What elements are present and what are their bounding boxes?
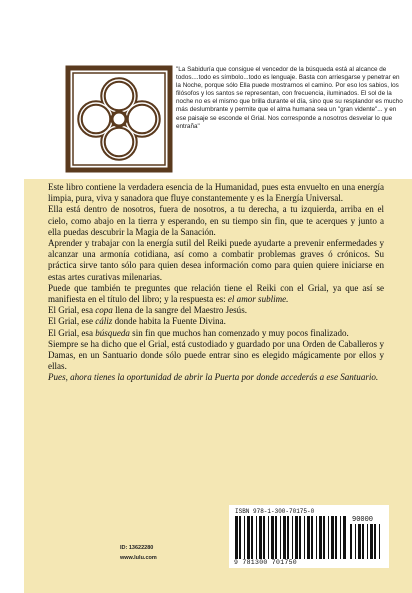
barcode-bar [268,516,269,559]
barcode-bar [275,516,277,559]
barcode-bar [331,516,334,559]
paragraph-text: llena de la sangre del Maestro Jesús. [112,305,247,316]
description-paragraph [48,283,384,305]
barcode-digits: 9 781300 701750 [234,559,298,566]
barcode-bar [295,516,298,559]
barcode-bar [323,516,325,559]
description-paragraph: Aprender y trabajar con la energía sutil del Reiki puede ayudarte a prevenir enfermedades y alcanzar una armonía cotidiana, así como a combatir problemas graves ó crónicos. Su práctica sirve tanto sólo para quien desea información como para quien quiere iniciarse en estas artes curativas milenarias. [48,238,384,282]
paragraph-text: El Grial, esa [48,305,96,316]
paragraph-text: El Grial, esa [48,327,96,338]
isbn-label: ISBN 978-1-300-70175-0 [235,508,315,515]
grail-quote: "La Sabiduría que consigue el vencedor de la búsqueda está al alcance de todos....todo es símbolo...todo es lenguaje. Basta con arriesgarse y penetrar en la Noche, porque sólo Ella puede mostrarnos el camino. Por eso los sabios, los filósofos y los santos se representan, con frecuencia, iluminados. El sol de la noche no es el mismo que brilla durante el día, sino que su resplandor es mucho más deslumbrante y permite que el alma humana sea un "gran vidente"... y en ese paisaje se esconde el Grial. Nos corresponde a nosotros desvelar lo que entraña" [176,66,403,130]
barcode-bar [271,516,274,559]
knot-emblem-icon [65,65,173,173]
emphasis-text: cáliz [95,316,113,327]
barcode-bar [311,516,313,559]
paragraph-text: donde habita la Fuente Divina. [112,316,226,327]
description-paragraph: Este libro contiene la verdadera esencia de la Humanidad, pues esta envuelto en una energía limpia, pura, viva y sanadora que fluye constantemente y es la Energía Universal. [48,182,384,204]
emphasis-text: el amor sublime. [227,294,289,305]
barcode-bar [358,524,361,559]
barcode-bar [256,516,257,559]
description-paragraph [48,328,384,339]
barcode-bar [343,516,346,559]
barcode-bar [374,524,376,559]
barcode-bar [283,516,286,559]
barcode-bar [287,516,289,559]
emphasis-text: búsqueda [95,327,130,338]
description-paragraph [48,316,384,327]
barcode-bar [340,516,341,559]
barcode-bar [362,524,364,559]
barcode-bar [328,516,329,559]
paragraph-text: El Grial, ese [48,316,96,327]
barcode-bar [355,524,356,559]
description-paragraph: Siempre se ha dicho que el Grial, está custodiado y guardado por una Orden de Caballeros y Damas, en un Santuario donde sólo puede entrar sino es elegido mágicamente por ellos y ellas. [48,338,384,372]
paragraph-text: Puede que también te preguntes que relación tiene el Reiki con el Grial, ya que así se manifiesta en el título del libro; y la respuesta es: [48,282,384,305]
barcode-bar [280,516,281,559]
book-description [48,182,384,384]
barcode-bar [307,516,310,559]
barcode-bar [379,524,380,559]
description-paragraph: Ella está dentro de nosotros, fuera de nosotros, a tu derecha, a tu izquierda, arriba en el cielo, como abajo en la tierra y esperando, en su tiempo sin fin, que te acerques y junto a ella puedas descubrir la Magia de la Sanación. [48,204,384,237]
barcode-bar [316,516,317,559]
barcode-bar [319,516,322,559]
description-paragraph [48,372,384,383]
barcode-bar [304,516,305,559]
barcode-bar [370,524,373,559]
publisher-website: www.lulu.com [120,555,157,561]
description-paragraph [48,305,384,316]
barcode-bar [247,516,250,559]
barcode-bar [244,516,245,559]
isbn-barcode [229,505,389,568]
barcode-bar [263,516,265,559]
barcode-bar [251,516,253,559]
barcode-bars [235,516,347,559]
barcode-bar [259,516,262,559]
barcode-addon-bars [350,524,384,559]
barcode-bar [299,516,301,559]
barcode-bar [292,516,293,559]
emphasis-text: Pues, ahora tienes la oportunidad de abrir la Puerta por donde accederás a ese Santuario. [48,372,379,383]
barcode-bar [239,516,241,559]
publisher-id: ID: 13622280 [120,545,154,551]
barcode-bar [350,524,352,559]
barcode-bar [235,516,238,559]
paragraph-text: sin fin que muchos han comenzado y muy pocos finalizado. [129,327,349,338]
barcode-bar [335,516,337,559]
barcode-addon-number: 90000 [352,516,374,524]
emphasis-text: copa [95,305,113,316]
barcode-bar [367,524,368,559]
